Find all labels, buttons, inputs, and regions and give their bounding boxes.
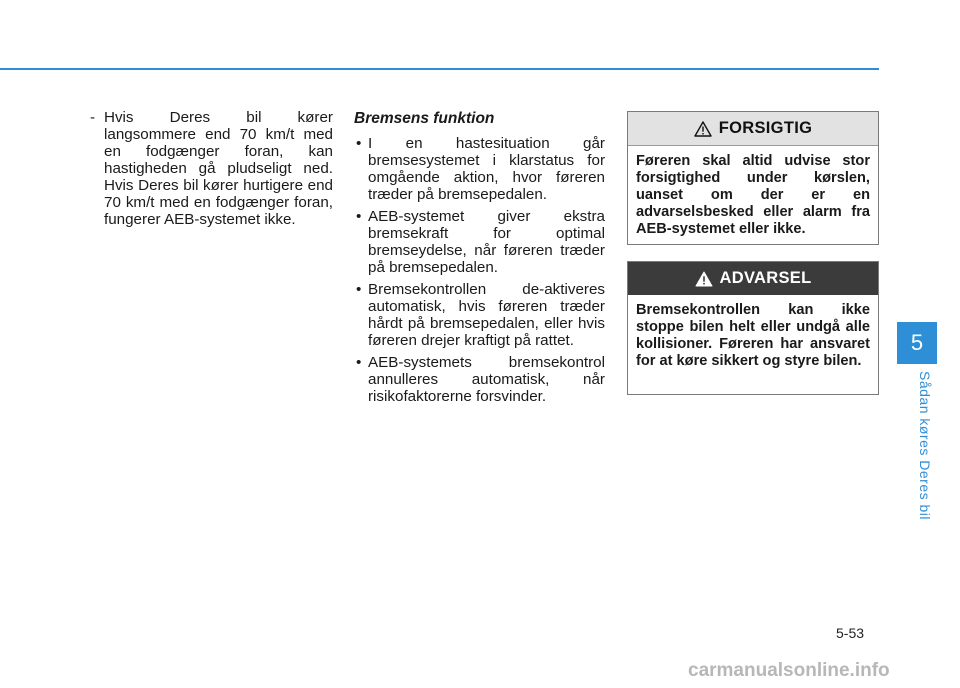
bullet-marker: •	[356, 135, 362, 152]
header-rule	[0, 68, 879, 70]
warning-box	[627, 261, 879, 395]
chapter-title: Sådan køres Deres bil	[917, 371, 933, 521]
bullet-marker: •	[356, 354, 362, 371]
caution-box	[627, 111, 879, 245]
bullet-item	[354, 281, 605, 349]
bullet-text: I en hastesituation går bremsesystemet i klarstatus for omgående aktion, hvor føreren træder på bremsepedalen.	[368, 135, 605, 203]
bullet-marker: •	[356, 208, 362, 225]
bullet-text: Bremsekontrollen de-aktiveres automatisk, hvis føreren træder hårdt på bremsepedalen, eller hvis føreren drejer kraftigt på rattet.	[368, 281, 605, 349]
warning-title: ADVARSEL	[719, 269, 812, 287]
left-column	[90, 109, 333, 228]
dash-marker: -	[90, 109, 96, 126]
watermark: carmanualsonline.info	[688, 660, 890, 681]
bullet-item	[354, 208, 605, 276]
section-heading: Bremsens funktion	[354, 110, 495, 127]
caution-text: Føreren skal altid udvise stor forsigtighed under kørslen, uanset om der er en advarselsbesked eller alarm fra AEB-systemet eller ikke.	[636, 153, 870, 237]
bullet-marker: •	[356, 281, 362, 298]
chapter-tab: 5	[897, 322, 937, 364]
bullet-text: AEB-systemet giver ekstra bremsekraft for optimal bremseydelse, når føreren træder på bremsepedalen.	[368, 208, 605, 276]
bullet-item	[354, 135, 605, 203]
bullet-item	[354, 354, 605, 405]
middle-column	[354, 110, 605, 410]
warning-header	[628, 262, 878, 295]
caution-title: FORSIGTIG	[718, 119, 813, 137]
warning-triangle-outline-icon	[694, 121, 712, 137]
warning-triangle-filled-icon	[695, 271, 713, 287]
dash-item-text: Hvis Deres bil kører langsommere end 70 km/t med en fodgænger foran, kan hastigheden gå pludseligt ned. Hvis Deres bil kører hurtigere end 70 km/t med en fodgænger foran, fungerer AEB-systemet ikke.	[104, 109, 333, 228]
dash-list-item	[90, 109, 333, 228]
bullet-text: AEB-systemets bremsekontrol annulleres automatisk, når risikofaktorerne forsvinder.	[368, 354, 605, 405]
page-number: 5-53	[836, 625, 865, 641]
caution-header	[628, 112, 878, 146]
warning-text: Bremsekontrollen kan ikke stoppe bilen helt eller undgå alle kollisioner. Føreren har ansvaret for at køre sikkert og styre bilen.	[636, 302, 870, 369]
